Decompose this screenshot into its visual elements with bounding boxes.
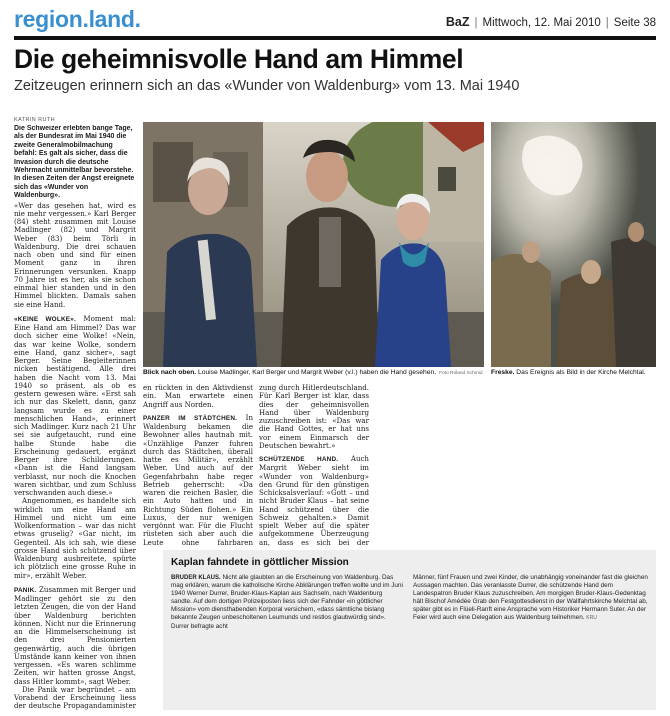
- page-number: Seite 38: [613, 17, 656, 29]
- paper-name: BaZ: [445, 15, 470, 29]
- meta-separator: |: [474, 17, 478, 29]
- fresco-caption: [491, 369, 656, 377]
- paragraph: Die Panik war begründet – am Vorabend der Erscheinung liess der deutsche Propagandaminister: [14, 684, 136, 710]
- sidebar-column-1: [171, 574, 403, 706]
- main-photo: [143, 122, 484, 367]
- masthead: [14, 6, 656, 36]
- caption-text: Louise Madlinger, Karl Berger und Margrit Weber (v.l.) haben die Hand gesehen.: [198, 369, 437, 376]
- paragraph-text: In Waldenburg bekamen die Bewohner alles hautnah mit. «Unzählige Panzer fuhren durch das Städtchen, überall hatte es Militär», erzählt Weber. Und auch auf der Gegenfahrbahn habe reger Betrieb geherrscht: «Da waren die reichen Basler, die ein Auto hatten und in Richtung Süden flohen.» Ein Luxus, der nur wenigen vergönnt war. Für die Flucht rüsteten sich aber auch die Leute ohne fahrbaren: [143, 412, 253, 546]
- fresco-image: [491, 122, 656, 367]
- paragraph-text: Moment mal: Eine Hand am Himmel? Das war doch sicher eine Wolke! «Nein, das war keine Wolke, sondern eine Hand, ganz sicher», sagt Berger. Seine Begleiterinnen nicken bestätigend. Alle drei haben die Nacht vom 13. Mai 1940 so präsent, als ob es gestern gewesen wäre. «Erst sah ich nur das Skelett, dann, ganz langsam wurde es zu einer menschlichen Hand», erinnert sich Madlinger. Kurz nach 21 Uhr sei sie aufgetaucht, rund eine halbe Stunde habe die Erscheinung gedauert, ergänzt Berger ihre Schilderungen. «Dann ist die Hand langsam verblasst, nur noch die Knochen waren sichtbar, und zum Schluss verschwanden auch diese.»: [14, 313, 136, 498]
- paragraph: en rückten in den Aktivdienst ein. Man erwartete einen Angriff aus Norden.: [143, 384, 253, 409]
- fresco-photo: [491, 122, 656, 367]
- paragraph-text: Nicht alle glaubten an die Erscheinung von Waldenburg. Das mag erklären, warum die katholische Kirche Abklärungen treffen wollte und im Juni 1940 Werner Durrer, Bruder-Klaus-Kaplan aus Sachseln, nach Waldenburg sandte. Auf dem dortigen Polizeiposten liess sich der Fahnder «in göttlicher Mission» vom diensthabenden Korporal versichern, «dass sämtliche bislang bekannte Zeugen unbescholtenen Leumunds und restlos glaubwürdig sind». Durrer befragte acht: [171, 574, 403, 630]
- section-title-part1: region.: [14, 6, 89, 32]
- caption-label: Freske.: [491, 369, 515, 376]
- paragraph: [143, 414, 253, 546]
- paragraph: [14, 315, 136, 498]
- author-byline: KATRIN RUTH: [14, 117, 55, 123]
- subheading: PANIK.: [14, 586, 37, 594]
- article-column-2: [143, 384, 253, 546]
- subheading: PANZER IM STÄDTCHEN.: [143, 414, 238, 422]
- article-column-3: [259, 384, 369, 546]
- article-subheadline: Zeitzeugen erinnern sich an das «Wunder von Waldenburg» vom 13. Mai 1940: [14, 78, 520, 94]
- subheading: BRUDER KLAUS.: [171, 575, 221, 581]
- sidebar-title: Kaplan fahndete in göttlicher Mission: [171, 557, 349, 568]
- main-photo-caption: [143, 369, 484, 378]
- section-title-part2: land.: [88, 6, 141, 32]
- paragraph: «Wer das gesehen hat, wird es nie mehr vergessen.» Karl Berger (84) steht zusammen mit Louise Madlinger (82) und Margrit Weber (83) beim Törli in Waldenburg. Die drei schauen nach oben und sind für einen Moment ganz in ihren Erinnerungen versunken. Knapp 70 Jahre ist es her, als sie schon einmal hier standen und in den Himmel blickten. Damals sahen sie eine Hand.: [14, 200, 136, 309]
- article-lead: Die Schweizer erlebten bange Tage, als der Bundesrat im Mai 1940 die zweite Generalmobilmachung befahl: Es galt als sicher, dass die Invasion durch die deutsche Wehrmacht unmittelbar bevorstehe. In diesen Zeiten der Angst ereignete sich das «Wunder von Waldenburg».: [14, 125, 135, 200]
- paragraph: zung durch Hitlerdeutschland. Für Karl Berger ist klar, dass dies der geheimnisvollen Hand über Waldenburg zuzuschreiben ist: «Das war die Hand Gottes, er hat uns vor einem Einmarsch der Deutschen bewahrt.»: [259, 384, 369, 450]
- paragraph: [14, 586, 136, 686]
- section-title: [14, 6, 141, 33]
- photo-credit: Foto Roland Schmid: [439, 371, 483, 376]
- caption-text: Das Ereignis als Bild in der Kirche Melchtal.: [516, 369, 646, 376]
- page-meta: [446, 15, 656, 29]
- article-headline: Die geheimnisvolle Hand am Himmel: [14, 44, 464, 74]
- issue-date: Mittwoch, 12. Mai 2010: [482, 17, 601, 29]
- sidebar-signature: KRU: [586, 615, 597, 622]
- header-rule: [14, 36, 656, 40]
- paragraph: [259, 455, 369, 546]
- paragraph-text: Zusammen mit Berger und Madlinger gehört sie zu den letzten Zeugen, die von der Hand über Waldenburg berichten können. Nicht nur die Erinnerung an die Himmelserscheinung ist den drei Pensionierten gegenwärtig, auch die übrigen Umstände kann keiner von ihnen vergessen. «Es waren schlimme Zeiten, wir hatten grosse Angst, dass Hitler kommt», sagt Weber.: [14, 584, 136, 686]
- sidebar-column-2: [413, 574, 648, 706]
- paragraph-text: Männer, fünf Frauen und zwei Kinder, die unabhängig voneinander fast die gleichen Aussagen machten. Das veranlasste Durrer, die schützende Hand dem Landespatron Bruder Klaus zuzuschreiben. Am morgigen Bruder-Klaus-Gedenktag hält Bischof Amédée Grab den Festgottesdienst in der Wallfahrtskirche Melchtal ab, später gibt es in Flüeli-Ranft eine Ansprache vom Historiker Hermann Suter. An der Feier wird auch eine Delegation aus Waldenburg teilnehmen.: [413, 574, 648, 622]
- meta-separator: |: [605, 17, 609, 29]
- article-column-1: [14, 125, 136, 710]
- paragraph-text: Auch Margrit Weber sieht im «Wunder von Waldenburg» den Grund für den günstigen Schicksalsverlauf: «Gott – und nicht Bruder Klaus – hat seine Hand schützend über die Schweiz gehalten.» Damit spielt Weber auf die später aufgekommene Überzeugung an, dass es sich bei der: [259, 454, 369, 546]
- paragraph: Angenommen, es handelte sich wirklich um eine Hand am Himmel und nicht um eine Wolkenformation – war das nicht etwas gruselig? «Gar nicht, im Gegenteil. Als ich sah, wie diese grosse Hand sich schützend über Waldenburg ausbreitete, spürte ich plötzlich eine grosse Ruhe in mir», erzählt Weber.: [14, 496, 136, 580]
- caption-label: Blick nach oben.: [143, 369, 197, 376]
- subheading: «KEINE WOLKE».: [14, 315, 76, 323]
- subheading: SCHÜTZENDE HAND.: [259, 456, 339, 463]
- sidebar-box: [163, 550, 656, 710]
- main-photo-image: [143, 122, 484, 367]
